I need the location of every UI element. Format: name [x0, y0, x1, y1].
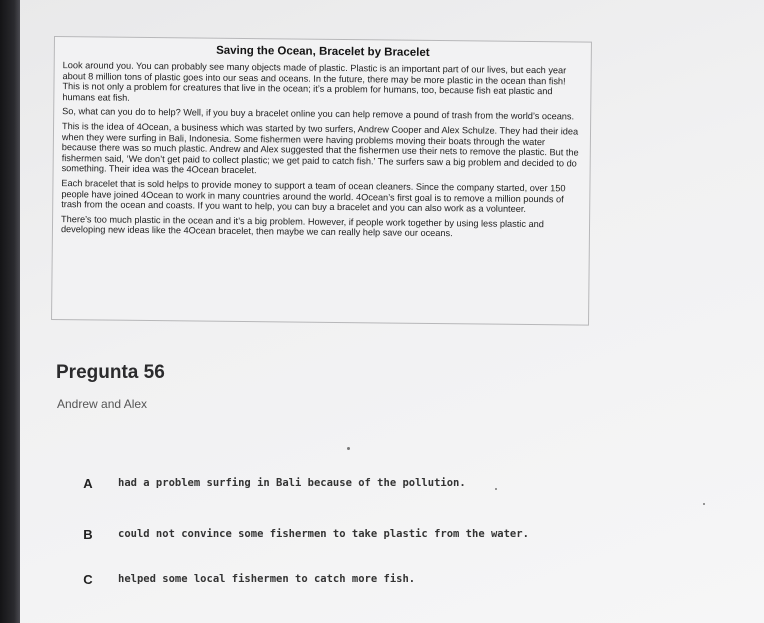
screen-speck [703, 503, 705, 505]
reading-paragraph-5: There’s too much plastic in the ocean and it’s a big problem. However, if people work together by using less plastic and developing new ideas like the 4Ocean bracelet, then maybe we can really help save our oceans. [60, 213, 544, 239]
question-title: Pregunta 56 [56, 362, 165, 383]
option-text-c: helped some local fishermen to catch more fish. [118, 573, 416, 585]
answer-option-a[interactable] [70, 471, 590, 495]
option-text-b: could not convince some fishermen to take plastic from the water. [118, 528, 529, 540]
screen-speck [495, 488, 497, 490]
answer-option-c[interactable] [70, 567, 590, 591]
question-stem: Andrew and Alex [57, 397, 148, 411]
screen-speck [347, 447, 350, 450]
reading-passage [51, 36, 592, 326]
option-letter-b: B [83, 526, 93, 542]
option-letter-c: C [83, 571, 93, 587]
monitor-bezel [0, 0, 20, 623]
reading-paragraph-1: Look around you. You can probably see many objects made of plastic. Plastic is an important part of our lives, but each year about 8 million tons of plastic goes into our seas and oceans. In the future, there may be more plastic in the ocean than fish! This is not only a problem for creatures that live in the ocean; it’s a problem for humans, too, because fish eat plastic and humans eat fish. [62, 60, 567, 103]
option-text-a: had a problem surfing in Bali because of the pollution. [118, 477, 466, 489]
answer-option-b[interactable] [70, 522, 590, 546]
reading-paragraph-4: Each bracelet that is sold helps to provide money to support a team of ocean cleaners. Since the company started, over 150 people have joined 4Ocean to work in many countries around the world. 4Ocean’s first goal is to remove a million pounds of trash from the ocean and coasts. If you want to help, you can buy a bracelet and you can also work as a volunteer. [61, 178, 566, 215]
reading-paragraph-2: So, what can you do to help? Well, if you buy a bracelet online you can help remove a pound of trash from the world’s oceans. [62, 106, 575, 122]
reading-paragraph-3: This is the idea of 4Ocean, a business which was started by two surfers, Andrew Cooper and Alex Schulze. They had their idea when they were surfing in Bali, Indonesia. Some fishermen were having problems moving their boats through the water because there was so much plastic. Andrew and Alex suggested that the fishermen use their nets to remove the plastic. But the fishermen said, ‘We don’t get paid to collect plastic; we get paid to catch fish.’ The surfers saw a big problem and decided to do something. Their idea was the 4Ocean bracelet. [61, 121, 579, 176]
reading-title: Saving the Ocean, Bracelet by Bracelet [216, 44, 430, 59]
option-letter-a: A [83, 475, 93, 491]
